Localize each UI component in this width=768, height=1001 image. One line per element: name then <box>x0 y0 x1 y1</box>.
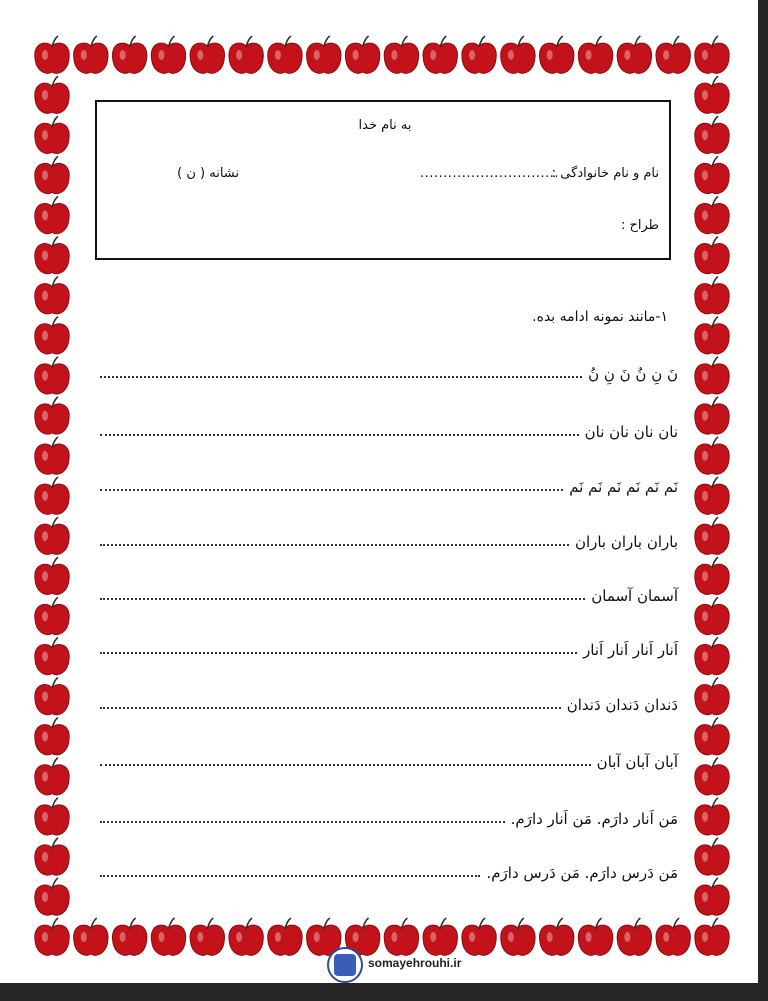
apple-icon <box>695 517 729 554</box>
apple-icon <box>578 36 612 73</box>
apple-icon <box>35 437 69 474</box>
apple-icon <box>35 236 69 273</box>
exercise-word: اَنار اَنار اَنار اَنار <box>583 641 678 659</box>
apple-icon <box>501 918 535 955</box>
apple-icon <box>35 277 69 314</box>
exercise-row <box>100 575 678 605</box>
exercise-row <box>100 684 678 714</box>
apple-icon <box>656 36 690 73</box>
apple-icon <box>695 878 729 915</box>
apple-icon <box>617 918 651 955</box>
apple-icon <box>695 357 729 394</box>
exercise-word: مَن اَنار دارَم. مَن اَنار دارَم. <box>510 810 678 828</box>
dotted-line <box>100 434 579 436</box>
apple-icon <box>35 156 69 193</box>
apple-icon <box>578 918 612 955</box>
apple-icon <box>695 477 729 514</box>
exercise-row <box>100 466 678 496</box>
apple-icon <box>695 677 729 714</box>
bismillah-title: به نام خدا <box>358 118 412 133</box>
letter-sign-label: نشانه ( ن ) <box>177 166 239 181</box>
logo-icon[interactable] <box>327 947 363 983</box>
apple-icon <box>190 918 224 955</box>
apple-icon <box>307 36 341 73</box>
apple-icon <box>462 36 496 73</box>
apple-icon <box>695 637 729 674</box>
exercise-row <box>100 411 678 441</box>
apple-icon <box>151 36 185 73</box>
apple-icon <box>35 918 69 955</box>
apple-icon <box>268 36 302 73</box>
apple-icon <box>695 317 729 354</box>
apple-icon <box>695 196 729 233</box>
apple-icon <box>695 236 729 273</box>
bottom-bar <box>0 983 768 1001</box>
apple-icon <box>695 557 729 594</box>
apple-icon <box>35 317 69 354</box>
apple-icon <box>695 838 729 875</box>
apple-icon <box>656 918 690 955</box>
apple-icon <box>35 597 69 634</box>
apple-icon <box>112 36 146 73</box>
apple-icon <box>384 918 418 955</box>
apple-icon <box>695 397 729 434</box>
dotted-line <box>100 376 582 378</box>
apple-icon <box>695 36 729 73</box>
apple-icon <box>74 36 108 73</box>
apple-icon <box>462 918 496 955</box>
exercise-row <box>100 521 678 551</box>
apple-icon <box>35 878 69 915</box>
apple-icon <box>35 637 69 674</box>
exercise-row <box>100 852 678 882</box>
apple-icon <box>35 477 69 514</box>
apple-icon <box>695 277 729 314</box>
exercise-row <box>100 741 678 771</box>
exercise-word: آسمان آسمان <box>591 587 678 605</box>
apple-icon <box>695 156 729 193</box>
apple-icon <box>501 36 535 73</box>
instruction-text: ۱-مانند نمونه ادامه بده. <box>532 309 668 325</box>
name-blank: .............................. <box>420 166 559 181</box>
exercise-word: مَن دَرس دارَم. مَن دَرس دارَم. <box>486 864 678 882</box>
apple-icon <box>35 76 69 113</box>
dotted-line <box>100 598 585 600</box>
name-label: نام و نام خانوادگی : <box>551 166 659 181</box>
exercise-word: نَ نِ نُ نَ نِ نُ <box>588 365 678 383</box>
apple-icon <box>112 918 146 955</box>
exercise-row <box>100 629 678 659</box>
apple-icon <box>35 838 69 875</box>
exercise-word: نان نان نان نان <box>584 423 678 441</box>
apple-icon <box>35 397 69 434</box>
apple-icon <box>695 718 729 755</box>
apple-icon <box>345 36 379 73</box>
dotted-line <box>100 652 577 654</box>
apple-icon <box>35 758 69 795</box>
apple-icon <box>384 36 418 73</box>
apple-icon <box>695 597 729 634</box>
dotted-line <box>100 821 505 823</box>
exercise-word: نَم نَم نَم نَم نَم نَم <box>569 478 678 496</box>
apple-icon <box>229 918 263 955</box>
apple-icon <box>35 196 69 233</box>
apple-icon <box>35 517 69 554</box>
dotted-line <box>100 875 480 877</box>
apple-icon <box>35 116 69 153</box>
apple-icon <box>695 758 729 795</box>
exercise-row <box>100 353 678 383</box>
exercise-row <box>100 798 678 828</box>
dotted-line <box>100 489 563 491</box>
apple-icon <box>695 76 729 113</box>
apple-icon <box>35 357 69 394</box>
apple-icon <box>35 718 69 755</box>
apple-icon <box>74 918 108 955</box>
apple-icon <box>539 36 573 73</box>
apple-icon <box>229 36 263 73</box>
apple-icon <box>423 918 457 955</box>
apple-icon <box>695 437 729 474</box>
exercise-word: باران باران باران <box>574 533 678 551</box>
dotted-line <box>100 764 591 766</box>
apple-icon <box>539 918 573 955</box>
designer-label: طراح : <box>620 218 659 233</box>
apple-icon <box>268 918 302 955</box>
apple-icon <box>190 36 224 73</box>
apple-icon <box>35 36 69 73</box>
exercise-word: دَندان دَندان دَندان <box>566 696 678 714</box>
apple-icon <box>695 798 729 835</box>
dotted-line <box>100 544 569 546</box>
exercise-word: آبان آبان آبان <box>596 753 678 771</box>
dotted-line <box>100 707 561 709</box>
apple-icon <box>617 36 651 73</box>
apple-icon <box>35 798 69 835</box>
apple-icon <box>151 918 185 955</box>
header-box <box>95 100 671 260</box>
apple-icon <box>35 677 69 714</box>
site-link[interactable]: somayehrouhi.ir <box>368 956 462 970</box>
apple-icon <box>35 557 69 594</box>
apple-icon <box>423 36 457 73</box>
apple-icon <box>695 918 729 955</box>
apple-icon <box>695 116 729 153</box>
